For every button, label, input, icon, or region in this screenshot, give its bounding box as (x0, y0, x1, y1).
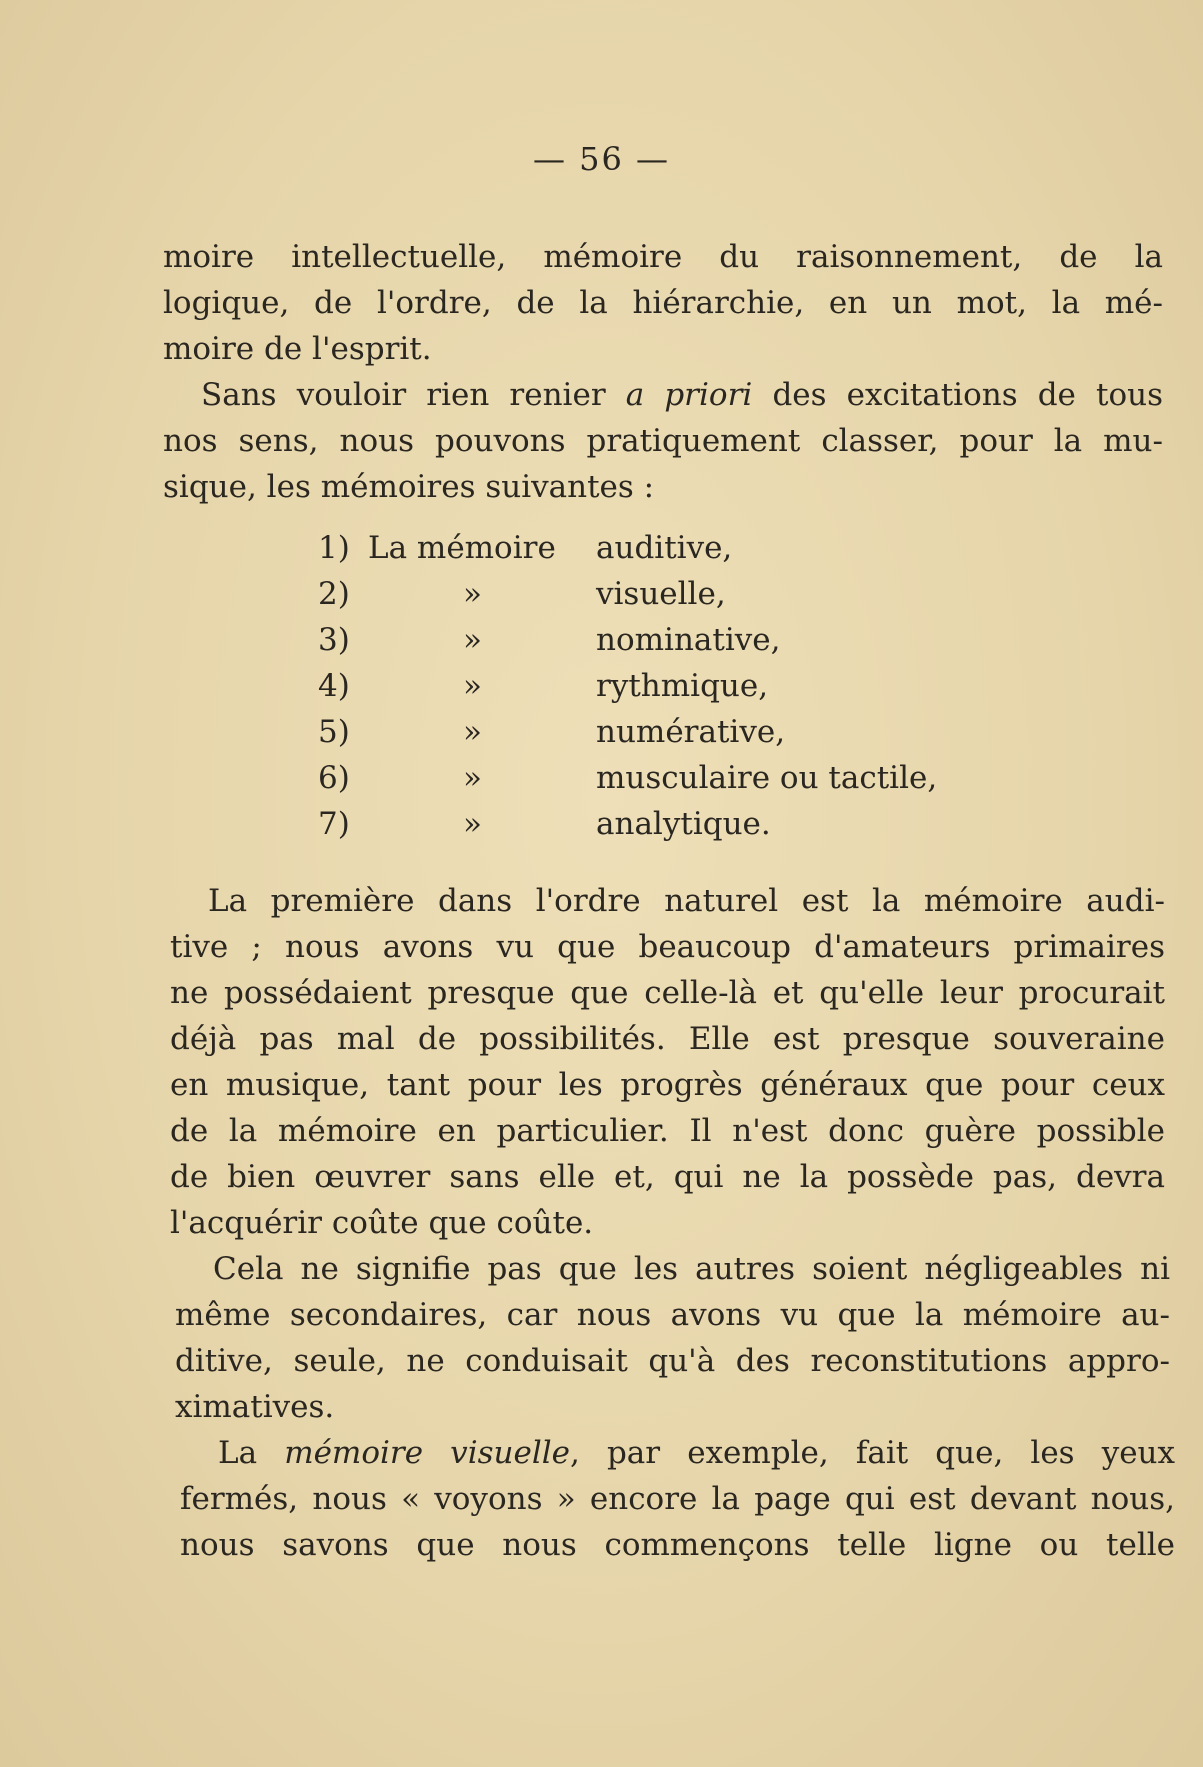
page-number: — 56 — (532, 140, 671, 178)
list-number: 7) (318, 806, 350, 842)
list-term: rythmique, (596, 668, 769, 704)
text-line: La première dans l'ordre naturel est la mémoire audi- (208, 883, 1165, 919)
ditto-mark: » (463, 668, 482, 704)
text-line: de la mémoire en particulier. Il n'est donc guère possible (170, 1113, 1165, 1149)
ditto-mark: » (463, 622, 482, 658)
text-line: logique, de l'ordre, de la hiérarchie, en un mot, la mé- (163, 285, 1163, 321)
list-number: 4) (318, 668, 350, 704)
paragraph-continuation (163, 234, 1163, 372)
list-number: 2) (318, 576, 350, 612)
ditto-mark: » (463, 806, 482, 842)
list-number: 3) (318, 622, 350, 658)
ditto-mark: » (463, 760, 482, 796)
ditto-mark: » (463, 576, 482, 612)
text-line: moire intellectuelle, mémoire du raisonnement, de la (163, 239, 1163, 275)
text-line: en musique, tant pour les progrès généraux que pour ceux (170, 1067, 1165, 1103)
paragraph-visuelle (180, 1430, 1175, 1568)
list-term: auditive, (596, 530, 733, 566)
ditto-mark: » (463, 714, 482, 750)
text-line: ximatives. (175, 1389, 335, 1425)
text-line: même secondaires, car nous avons vu que la mémoire au- (175, 1297, 1170, 1333)
text-line: fermés, nous « voyons » encore la page qui est devant nous, (180, 1481, 1175, 1517)
text-line: tive ; nous avons vu que beaucoup d'amateurs primaires (170, 929, 1165, 965)
list-term: musculaire ou tactile, (596, 760, 938, 796)
list-lead: La mémoire (368, 530, 556, 566)
text-line: déjà pas mal de possibilités. Elle est presque souveraine (170, 1021, 1165, 1057)
text-line: de bien œuvrer sans elle et, qui ne la possède pas, devra (170, 1159, 1165, 1195)
text-line: l'acquérir coûte que coûte. (170, 1205, 594, 1241)
text-line: Cela ne signifie pas que les autres soient négligeables ni (213, 1251, 1170, 1287)
list-term: analytique. (596, 806, 771, 842)
emphasis-a-priori: a priori (625, 377, 753, 413)
text-line: ne possédaient presque que celle-là et qu'elle leur procurait (170, 975, 1165, 1011)
paragraph-auditive (170, 878, 1165, 1246)
text-line: La mémoire visuelle, par exemple, fait que, les yeux (218, 1435, 1175, 1471)
text-line: ditive, seule, ne conduisait qu'à des reconstitutions appro- (175, 1343, 1170, 1379)
list-term: numérative, (596, 714, 786, 750)
text-line: moire de l'esprit. (163, 331, 432, 367)
list-term: visuelle, (596, 576, 726, 612)
paragraph-autres (175, 1246, 1170, 1430)
text-line: Sans vouloir rien renier a priori des excitations de tous (201, 377, 1164, 413)
list-number: 5) (318, 714, 350, 750)
text-line: nous savons que nous commençons telle ligne ou telle (180, 1527, 1175, 1563)
list-term: nominative, (596, 622, 781, 658)
emphasis-memoire-visuelle: mémoire visuelle (284, 1435, 570, 1471)
paragraph-memoires-intro (163, 372, 1163, 510)
list-number: 1) (318, 530, 350, 566)
list-number: 6) (318, 760, 350, 796)
text-line: nos sens, nous pouvons pratiquement classer, pour la mu- (163, 423, 1163, 459)
text-line: sique, les mémoires suivantes : (163, 469, 655, 505)
